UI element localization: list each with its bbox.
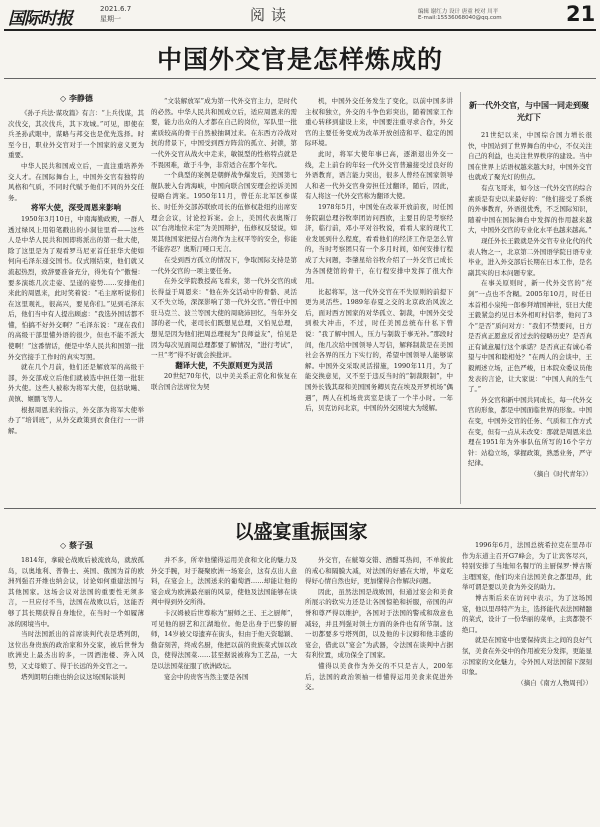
paragraph: 20世纪70年代，以中美关系正常化和恢复在联合国合法席位为契 [151, 372, 297, 392]
paragraph: 卡汉姆被后世尊称为“厨师之王、王之厨师”，可见他的厨艺和江湖地位。他是出身于巴黎的厨师，14岁被父母遗弃在街头，但由于他天资聪颖、勤奋刻苦，终成名厨，他把以前的贵族菜式加以改良，使得法国菜……甚至据说被称为工艺品，一大是以法国菜征服了欧洲政坛。 [151, 608, 297, 670]
paragraph: 宴会中的贵客当然主要是各国 [164, 672, 249, 681]
article1-headline: 中国外交官是怎样炼成的 [156, 45, 443, 74]
paragraph: 《孙子兵法·谋攻篇》有言：“上兵伐谋，其次伐交，其次伐兵，其下攻城。”可见，即使在兵圣孙武眼中，谋略与邦交也是优先选择。时至今日，职业外交官对于一个国家的意义更为重要。 [8, 109, 144, 160]
article2-source: （摘自《南方人物周刊》） [517, 678, 592, 687]
article1-byline [60, 93, 93, 104]
article1-author: 李静德 [68, 94, 93, 103]
article1-column-1 [8, 108, 144, 504]
paragraph: 此时，将军大使年事已高，逐渐退出外交一线，走上前台的年轻一代外交官普遍接受过良好的外语教育，语言能力突出，很多人曾经在国家领导人和老一代外交官身旁担任过翻译，随后，因此，有人将这一代外交官称为翻译大使。 [305, 149, 453, 201]
article2-author: 蔡子强 [68, 541, 93, 550]
paragraph: 比起将军，这一代外交官在不失原则的前提下更为灵活些。1989年春夏之交的北京政治风波之后，面对西方国家的对华孤立、制裁，中国外交受到极大冲击，不过，时任美国总统布什私下曾说：“我了解中国人，压力与制裁于事无补。”那段时间，他几次给中国领导人写信，解释制裁是在美国社会各界的压力下实行的，希望中国领导人能够谅解。中国外交采取灵活措施，1990年11月，为了能交换意见，又不至于违反当时的“制裁限制”，中国外长钱其琛和美国国务卿贝克在埃及开罗机场“偶遇”，两人在机场贵宾室是谈了一个半小时。一年后，贝克访问北京，中国的外交困境大为缓解。 [305, 287, 453, 413]
article1-subhead-2: 翻译大使，不失原则更为灵活 [175, 360, 273, 370]
masthead-logo: 国际时报 [8, 9, 72, 29]
contact-email: E-mail:15536068040@qq.com [418, 15, 502, 21]
article1-column-2 [151, 96, 297, 504]
section-rule [4, 508, 596, 509]
article2-column-2 [151, 555, 297, 823]
article1-column-4 [468, 130, 592, 504]
column-divider [460, 92, 461, 504]
paragraph: 懂得以美食作为外交的不只是古人，200年后，法国的政治领袖一样懂得运用美食来促进外交。 [305, 661, 453, 692]
paragraph: 外交官和新中国共同成长，每一代外交官的形象，都是中国面临世界的形象。中国在变，中国外交官的任务、气质和工作方式在变，但有一点从未改变：那就是周恩来总理在1951年为外事队伍所写的16个字方针：站稳立场，掌握政策，熟悉业务，严守纪律。 [468, 395, 592, 468]
paragraph: 并不多，所幸他懂得运用美食和文化的魅力及外交手腕，对于凝聚欧洲一场宴会，这有点出人意料，在宴会上，法国送来的葡萄酒……却能让他的宴会成为欧洲最亮丽的风景，使他及法国能够在谈判中得到外交所得。 [151, 556, 297, 607]
paragraph: 机，中国外交任务发生了变化，以前中国多讲主权和独立，外交的斗争色彩突出，随着国家工作重心转移到建设上来，中国要注重寻求合作，外交官的主要任务变成为改革开放创造和平、稳定的国际环境。 [305, 97, 453, 148]
article2-column-3 [305, 555, 453, 823]
paragraph: 中华人民共和国成立后，一直注重培养外交人才。在国际舞台上，中国外交官有独特的风格和气质，不同时代赋予他们不同的外交任务。 [8, 161, 144, 202]
paragraph: 1996年6月，法国总统希拉克在里昂市作为东道主召开G7峰会，为了让宾客尽兴，特别安排了当地知名餐厅的主厨保罗·博古斯主理国宴，他们均来自法国美食之都里昂，此举可谓是要以美食为外交的助力。 [462, 541, 592, 592]
article1-source: （摘自《时代青年》） [530, 470, 592, 478]
paragraph: 根据周恩来的指示，外交部为将军大使举办了“培训班”，从外交政策到衣食住行一一讲解。 [8, 405, 144, 435]
article1-subhead-1: 将军大使，深受周恩来影响 [31, 203, 121, 213]
paragraph: 21世纪以来，中国综合国力增长很快，中国站到了世界舞台的中心，不仅关注自己的利益，也关注世界秩序的建设。当中国在世界上话语权越来越大时，中国外交官也就成了聚光灯的焦点。 [468, 131, 592, 182]
paragraph: 当时法国派出的首席谈判代表是塔列朗，这位出身贵族的政治家和外交家，被后世誉为欧洲史上最杰出的多，一因酒池楼、奔入风势，又丈母娘了、得于长远的外交官之一。 [8, 630, 144, 670]
article2-headline: 以盛宴重振国家 [234, 521, 368, 543]
paragraph: 现任外长王毅就是外交官专业化代的代表人物之一，北京第二外国语学院日语专业毕业，进入外交部后长期在日本工作，是名副其实的日本问题专家。 [468, 236, 592, 277]
issue-weekday: 星期一 [100, 15, 121, 23]
paragraph: 有点飞哥来，如今这一代外交官的综合素质是有史以来最好的：“他们接受了系统的外事教育，外语很优秀，不乏国际知识，随着中国在国际舞台中发挥的作用越来越大，中国外交官的专业化水平也越来越高。” [468, 183, 592, 235]
header-rule [4, 29, 596, 31]
paragraph: 在外交学院教授高飞看来，第一代外交官的成长得益于周恩来：“他在外交活动中的骨骼、灵活又不失立场，深深影响了第一代外交官。”曾任中国驻马克兰、波兰等国大使的周晓沛回忆，当年外交部的老一代，老司长们既想见总理，又怕见总理，想见是因为他们把周总理视为“良师益友”，怕见是因为每次见面周总理都要了解情况，“进行考试”，一旦“考”得不好就会挨批评。 [151, 277, 297, 360]
article2-column-1 [8, 555, 144, 823]
paragraph: 1950年3月10日，中南海勤政殿，一群人透过绿风上用铅笔戳出的小洞往里看——这些人是中华人民共和国即将派出的第一批大使，除了这里是为了观看罗马尼亚首任驻华大使如何向毛泽东递交国书。仅式刚结束，他们就又流起热烈，致辞要准备充分，得先有个“傲慢：要多演练几次走姿、呈递的姿势……安排他们来此的周恩来，此时笑着说：“毛主席听说你们在这里观礼，很高兴，要见你们。”见到毛泽东后，他们当中有人提出顾虑：“我选外国话都不懂，怕搞不好外交啊？”毛泽东说：“现在我们的高级干部里懂外语的很少，但也不能不派大使啊！”这番情话，便是中华人民共和国第一批外交官接手工作时的真实写照。 [8, 214, 144, 361]
paragraph: 一个典型的案例是朝鲜战争爆发后，美国第七舰队驶入台湾海峡，中国向联合国安理会控诉美国侵略台湾案。1950年11月，曾任东北军区参谋长、时任外交部苏联欧司长的伍修权赴纽约出席安理会会议，讨论控诉案。会上，美国代表奥斯汀以“台湾地位未定”为美国辩护，伍修权反驳说，如果其他国家把侵占台湾作为主权平等的安全，你能不能容忍？奥斯汀哑口无言。 [151, 171, 297, 254]
headline-rule [4, 78, 596, 79]
paragraph: 1978年5月，中国处在改革开放前夜，时任国务院副总理谷牧率团访问西欧，主要目的是考察经济，临行前，邓小平对谷牧说，看看人家的现代工业发展到什么程度，看看他们的经济工作是怎么管的，当时考察团只有一个多月时间，如何安排行程成了大问题，李肇星给谷牧介绍了一外交官已成长为各国使馆的骨干，在行程安排中发挥了很大作用。 [305, 202, 453, 286]
byline-marker-icon: ◇ [60, 541, 69, 550]
page-number: 21 [566, 2, 596, 26]
paragraph: 就在几个月前，他们还是解放军的高级干部，外交部成立后他们就被选中担任第一批驻外大使。这些人被称为将军大使，包括耿飚、黄镇、姬鹏飞等人。 [8, 363, 144, 404]
editor-credits: 编辑 谢红力 设计 唐童 校对 川平 [418, 9, 499, 15]
byline-marker-icon: ◇ [60, 94, 69, 103]
paragraph: 在事关原则时，新一代外交官的“亮剑”一点也不含糊。2005年10月，时任日本首相小泉纯一郎参拜靖国神社，驻日大使王毅紧急约见日本外相町村信孝，他问了3个“是否”质问对方：“我们不禁要问，日方是否真正愿意反省过去的侵略历史？是否真正有诚意履行这个承诺？是否真正有诚心希望与中国和睦相处？”在两人的会谈中，王毅阐述立场，正色严峻，日本院众委议员他发表的言论，让大家说：“中国人真的生气了。” [468, 279, 592, 394]
paragraph: 在受到西方孤立的情况下，争取国际支持是第一代外交官的一项主要任务。 [151, 255, 297, 275]
article2-byline [60, 540, 93, 551]
paragraph: 塔列朗明白维也纳会议这场国际谈判 [21, 672, 125, 681]
paragraph: 外交官，在觥筹交错、酒酣耳热间，不单彼此的戒心和隔膜大减，对法国的好感在大增，毕竟吃得好心情自然也好，更加懂得合作解决问题。 [305, 556, 453, 586]
paragraph: 博古斯后来在访问中表示，为了这场国宴，他以里昂特产为主，选择能代表法国精髓的菜式，设计了一份华丽的菜单，主宾都赞不绝口。 [462, 593, 592, 634]
paragraph: 1814年，拿破仑战败后被流放岛，就放孤岛，以奥地利、普鲁士、英国、俄国为首的欧洲列强召开维也纳会议，讨论如何重建法国与其他国家。这场会议对法国的重要性无须多言，一旦应付不当，法国在战败以后，这能否够了其长期获得自身地位，在当时一个如履薄冰的困境当中。 [8, 556, 144, 628]
article1-sidebar-title: 新一代外交官，与中国一同走到聚光灯下 [469, 101, 589, 122]
paragraph: 因此，虽然法国是战败国，但通过宴会和美食所展示的软实力还是让各国惊艳和折服，帝国的声誉和尊严得以维护，各国对于法国的警戒和敌意也减轻，并且列强对领土方面的条件也有所节制。这一切都要多亏塔列朗，以及他的卡汉姆和他丰盛的宴会，借此以“宴会”为武器，令法国在谈判中占据有利位置，成功保全了国家。 [305, 587, 453, 660]
section-title: 阅读 [250, 6, 293, 24]
article1-column-3 [305, 96, 453, 504]
paragraph: 就是在国宴中也要保持宾主之间的良好气氛，美食在外交中的作用被充分发挥，更能显示国家的文化魅力，令外国人对法国留下深刻印象。 [462, 636, 592, 677]
issue-date: 2021.6.7 [100, 5, 132, 13]
article2-column-4 [462, 540, 592, 823]
paragraph: “文装解放军”成为第一代外交官主力，是时代的必然。中华人民共和国成立后，适应周恩来的需要，能力出众的人才都在自己的岗位，军队里一批素质较高的骨干自然被抽调过来。在东西方冷战对抗的背景下，中国受到西方阵营的孤立、封锁，第一代外交官从战火中走来，敏锐型的性格特点就是不畏困难，敢于斗争，非常适合在那个年代。 [151, 97, 297, 169]
